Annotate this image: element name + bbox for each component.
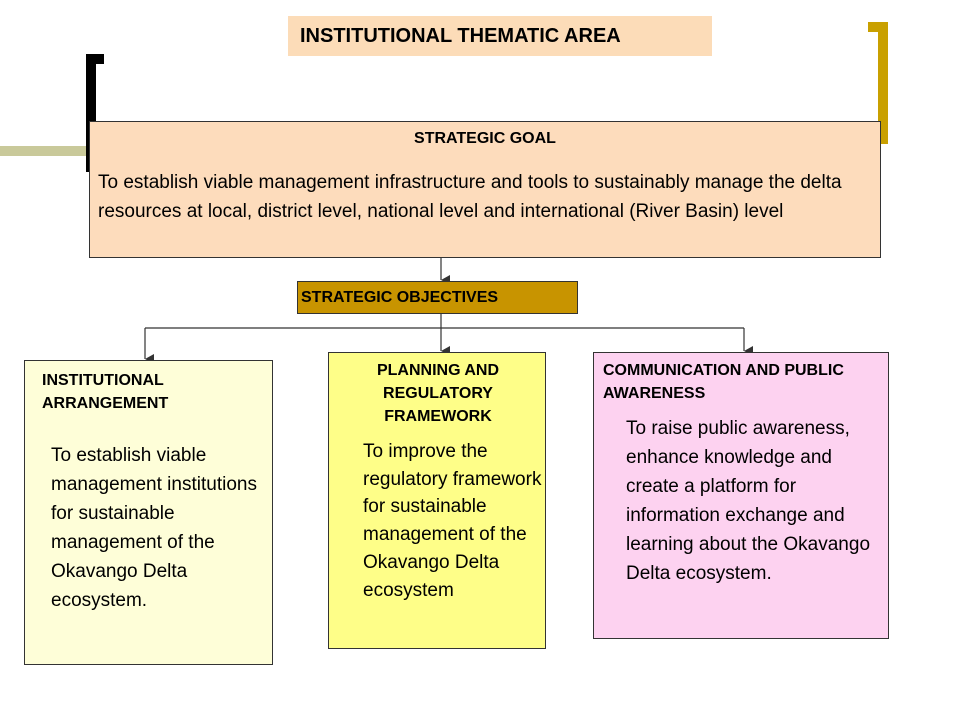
strategic-objectives-box: STRATEGIC OBJECTIVES bbox=[297, 281, 578, 314]
strategic-goal-heading: STRATEGIC GOAL bbox=[414, 130, 556, 147]
objective-text: To raise public awareness, enhance knowledge and create a platform for information exchange and learning about the Okavango Delta ecosystem. bbox=[626, 418, 871, 584]
objective-text: To improve the regulatory framework for sustainable management of the Okavango Delta ecosystem bbox=[363, 441, 542, 601]
objective-card-planning bbox=[328, 352, 546, 649]
objective-heading: INSTITUTIONAL ARRANGEMENT bbox=[42, 372, 169, 412]
objective-heading: COMMUNICATION AND PUBLIC AWARENESS bbox=[603, 362, 844, 402]
objective-card-institutional bbox=[24, 360, 273, 665]
objective-text: To establish viable management institutions for sustainable management of the Okavango Delta ecosystem. bbox=[51, 445, 257, 611]
page-title: INSTITUTIONAL THEMATIC AREA bbox=[288, 16, 712, 56]
strategic-goal-text: To establish viable management infrastructure and tools to sustainably manage the delta resources at local, district level, national level and international (River Basin) level bbox=[98, 172, 842, 222]
objective-heading: PLANNING AND REGULATORY FRAMEWORK bbox=[376, 362, 500, 425]
objective-card-communication bbox=[593, 352, 889, 639]
